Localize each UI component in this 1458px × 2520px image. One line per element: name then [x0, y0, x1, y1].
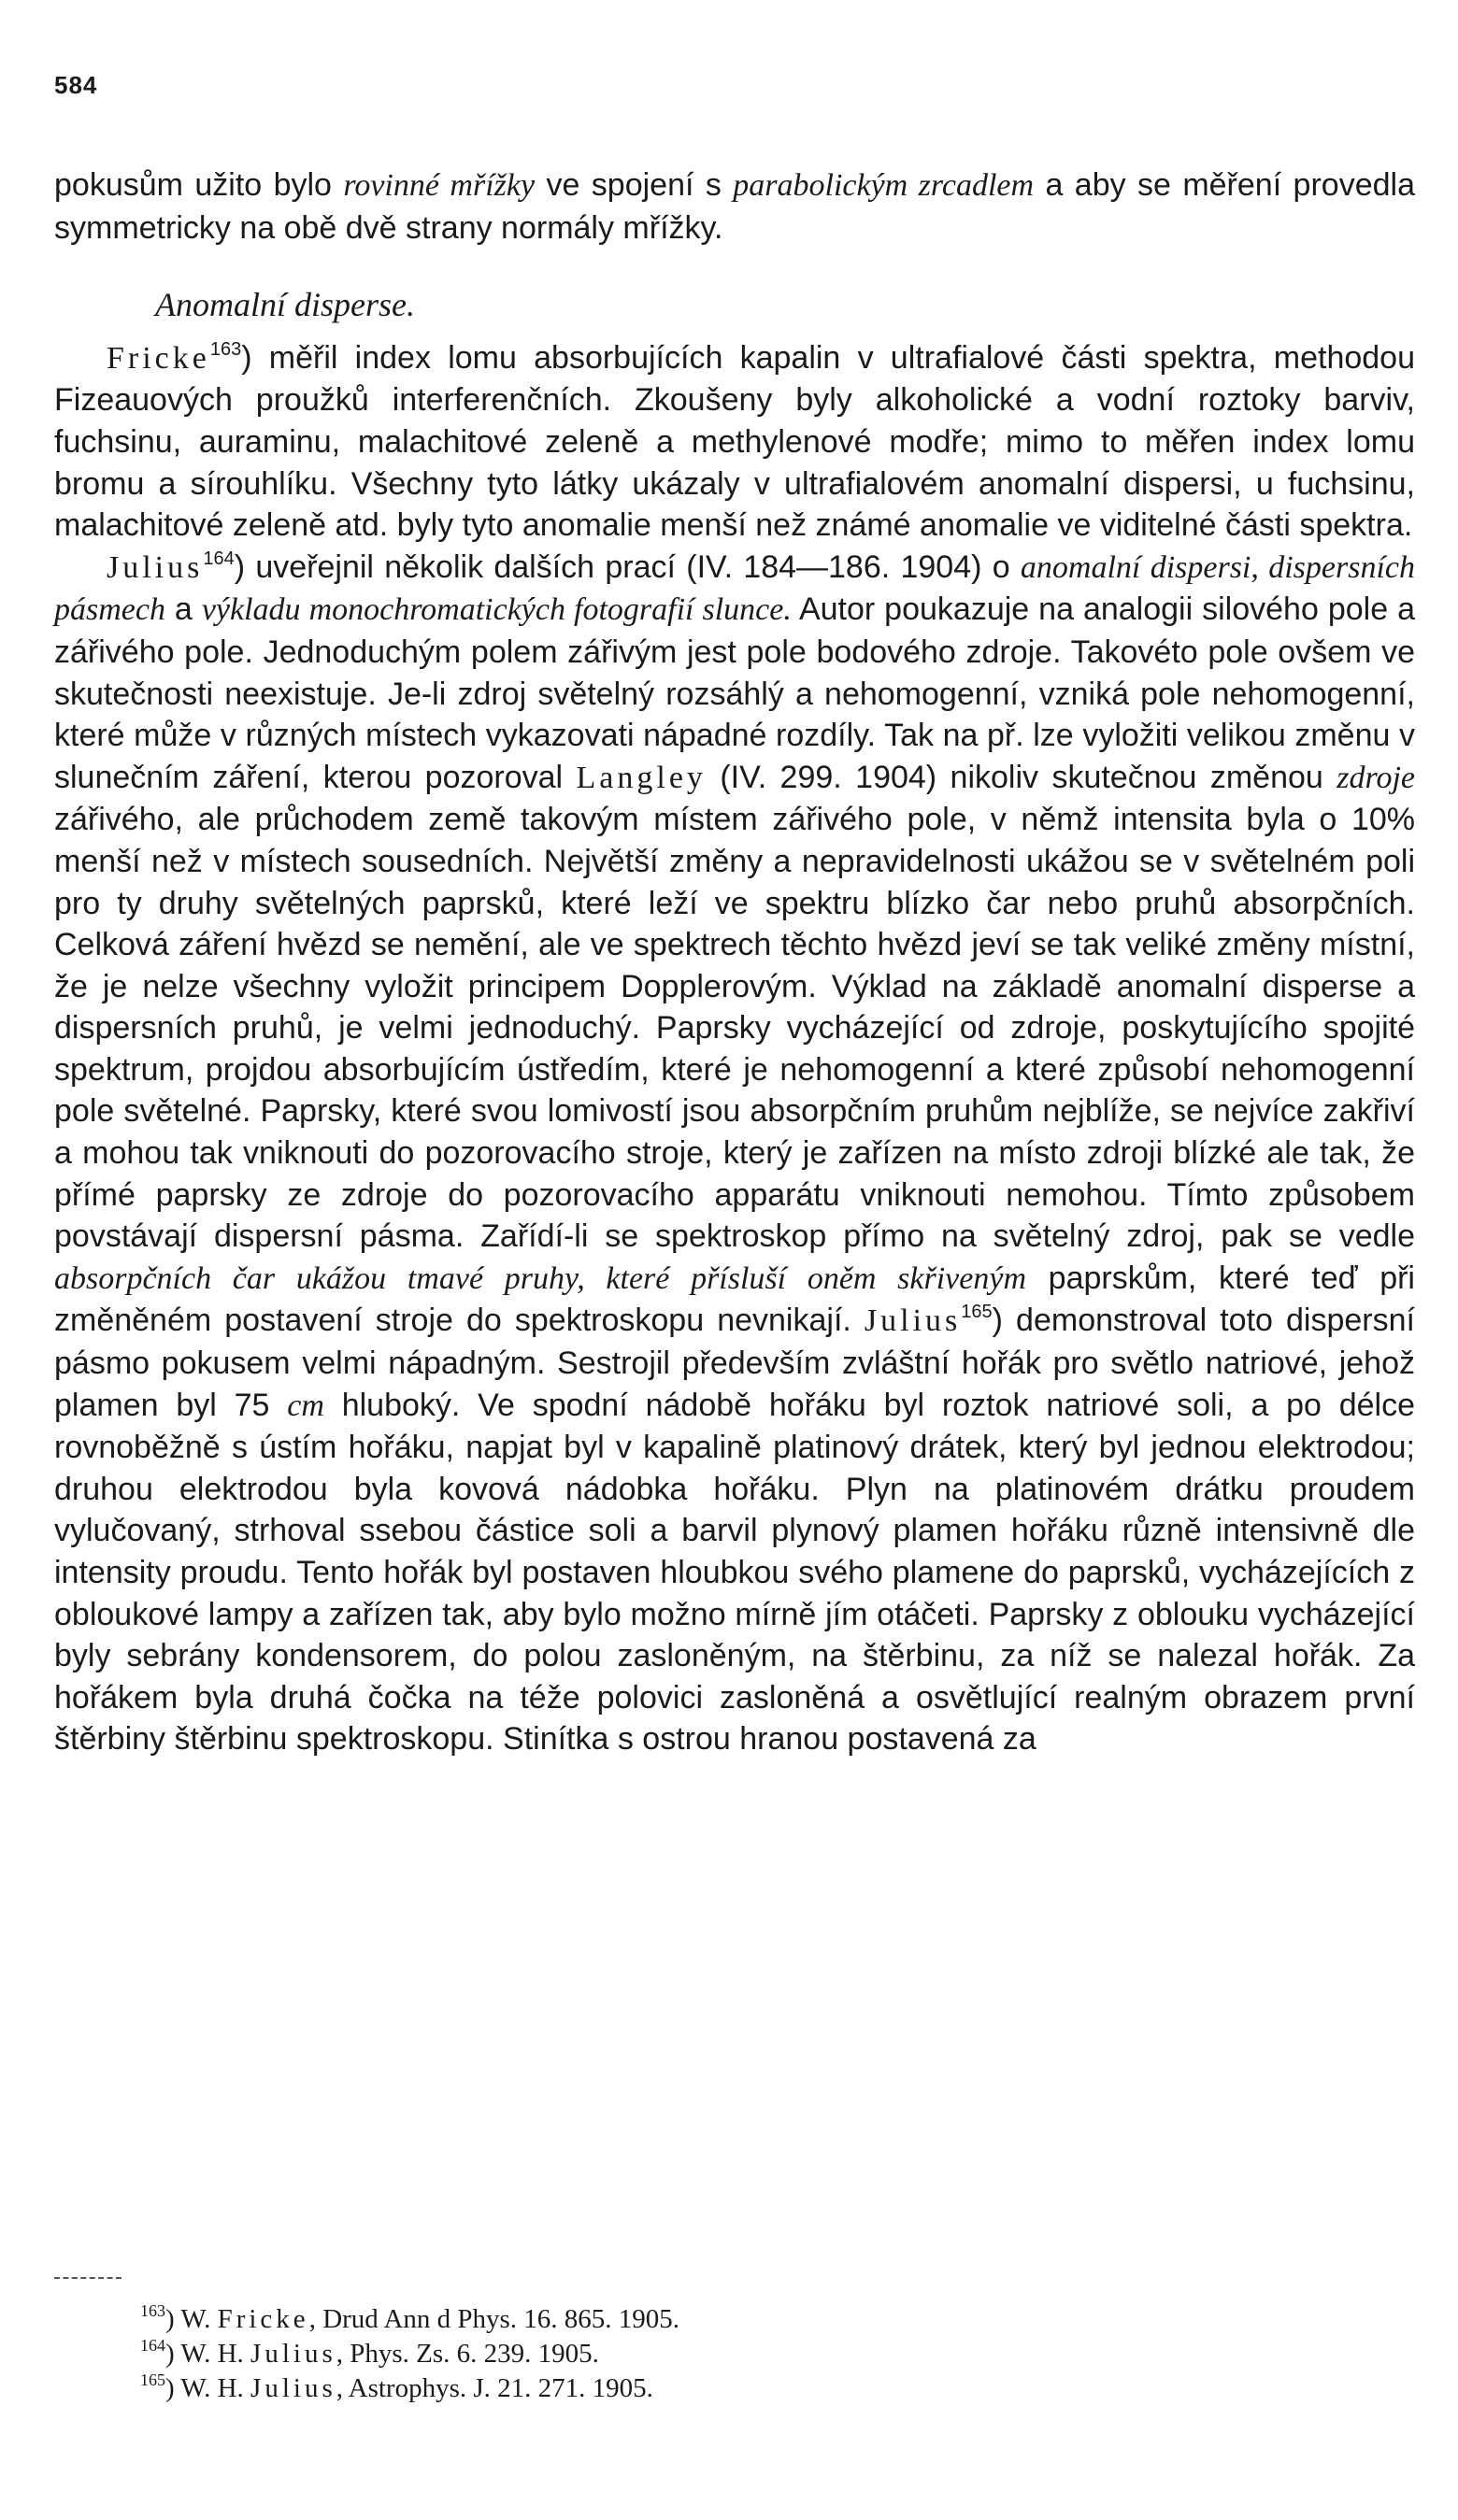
footnotes [140, 2302, 1262, 2406]
author-name: Langley [576, 760, 707, 795]
footnote-text: ) W. [165, 2304, 218, 2334]
paragraph-text: ) demonstroval toto dispersní pásmo pokusem velmi nápadným. Sestrojil především zvláštní hořák pro světlo natriové, jehož plamen byl 75 [54, 1303, 1415, 1423]
footnote-author: Julius [250, 2339, 336, 2369]
paragraph-julius [54, 547, 1415, 1760]
footnote-author: Julius [250, 2373, 336, 2403]
body-text [54, 164, 1415, 1760]
section-title: Anomalní disperse. [155, 286, 415, 324]
footnote-164 [140, 2337, 1262, 2371]
paragraph-text: zářivého, ale průchodem země takovým místem zářivého pole, v němž intensita byla o 10% menší než v místech sousedních. Největší změny a nepravidelnosti ukážou se v světelném poli pro ty druhy světelných paprsků, které leží ve spektru blízko čar nebo pruhů absorpčních. Celková záření hvězd se nemění, ale ve spektrech těchto hvězd jeví se tak veliké změny místní, že je nelze všechny vyložit principem Dopplerovým. Výklad na základě anomalní disperse a dispersních pruhů, je velmi jednoduchý. Paprsky vycházející od zdroje, poskytujícího spojité spektrum, projdou absorbujícím ústředím, které je nehomogenní a které způsobí nehomogenní pole světelné. Paprsky, které svou lomivostí jsou absorpčním pruhům nejblíže, se nejvíce zakřiví a mohou tak vniknouti do pozorovacího stroje, který je zařízen na místo zdroji blízké ale tak, že přímé paprsky ze zdroje do pozorovacího apparátu vniknouti nemohou. Tímto způsobem povstávají dispersní pásma. Zařídí-li se spektroskop přímo na světelný zdroj, pak se vedle [54, 802, 1415, 1255]
paragraph-text: ) měřil index lomu absorbujících kapalin v ultrafialové části spektra, methodou Fizeauových proužků interferenčních. Zkoušeny byly alkoholické a vodní roztoky barviv, fuchsinu, auraminu, malachitové zeleně a methylenové modře; mimo to měřen index lomu bromu a sírouhlíku. Všechny tyto látky ukázaly v ultrafialovém anomalní dispersi, u fuchsinu, malachitové zeleně atd. byly tyto anomalie menší než známé anomalie ve viditelné části spektra. [54, 339, 1415, 544]
intro-paragraph [54, 164, 1415, 249]
footnote-author: Fricke [217, 2304, 309, 2334]
footnote-divider [54, 2277, 122, 2279]
paragraph-text: Autor poukazuje na analogii silového pole a zářivého pole. Jednoduchým polem zářivým jest pole bodového zdroje. Takovéto pole ovšem ve skutečnosti neexistuje. Je-li zdroj světelný rozsáhlý a nehomogenní, vzniká pole nehomogenní, které může v různých místech vykazovati nápadné rozdíly. Tak na př. lze vyložiti velikou změnu v slunečním záření, kterou pozoroval [54, 591, 1415, 795]
footnote-text: , Phys. Zs. 6. 239. 1905. [336, 2339, 599, 2369]
paragraph-fricke [54, 337, 1415, 547]
intro-italic-2: parabolickým zrcadlem [733, 168, 1035, 203]
footnote-text: ) W. H. [165, 2373, 251, 2403]
author-name: Fricke [107, 340, 210, 376]
paragraph-text: hluboký. Ve spodní nádobě hořáku byl roztok natriové soli, a po délce rovnoběžně s ústím hořáku, napjat byl v kapalině platinový drátek, který byl jednou elektrodou; druhou elektrodou byla kovová nádobka hořáku. Plyn na platinovém drátku proudem vylučovaný, strhoval ssebou částice soli a barvil plynový plamen hořáku různě intensivně dle intensity proudu. Tento hořák byl postaven hloubkou svého plamene do paprsků, vycházejících z obloukové lampy a zařízen tak, aby bylo možno mírně jím otáčeti. Paprsky z oblouku vycházející byly sebrány kondensorem, do polou zasloněným, na štěrbinu, za níž se nalezal hořák. Za hořákem byla druhá čočka na téže polovici zasloněná a osvětlující realným obrazem první štěrbiny štěrbinu spektroskopu. Stinítka s ostrou hranou postavená za [54, 1387, 1415, 1758]
footnote-165 [140, 2371, 1262, 2406]
footnote-number: 165 [140, 2371, 165, 2389]
author-name: Julius [864, 1303, 962, 1339]
footnote-ref: 165 [961, 1302, 993, 1323]
italic-text: absorpčních čar ukážou tmavé pruhy, které přísluší oněm skřiveným [54, 1260, 1026, 1296]
intro-italic-1: rovinné mřížky [343, 168, 536, 203]
footnote-number: 164 [140, 2336, 165, 2355]
page-number: 584 [54, 71, 98, 99]
footnote-text: ) W. H. [165, 2339, 251, 2369]
footnote-163 [140, 2302, 1262, 2337]
footnote-ref: 163 [209, 338, 242, 360]
footnote-ref: 164 [203, 548, 235, 569]
paragraph-text: ) uveřejnil několik dalších prací (IV. 184—186. 1904) o [234, 548, 1021, 585]
italic-text: anomalní dispersi, dispersních pásmech [54, 549, 1415, 628]
unit-text: cm [287, 1388, 324, 1423]
paragraph-text: a [164, 591, 202, 628]
intro-text-3: a aby se měření provedla symmetricky na obě dvě strany normály mřížky. [54, 167, 1415, 246]
paragraph-text: (IV. 299. 1904) nikoliv skutečnou změnou [706, 759, 1337, 795]
author-name: Julius [107, 549, 204, 585]
footnote-text: , Astrophys. J. 21. 271. 1905. [336, 2373, 653, 2403]
italic-text: zdroje [1336, 760, 1415, 795]
paragraph-text: paprskům, které teď při změněném postavení stroje do spektroskopu nevnikají. [54, 1260, 1415, 1339]
italic-text: výkladu monochromatických fotografií slunce. [201, 592, 792, 628]
footnote-number: 163 [140, 2301, 165, 2320]
intro-text-1: pokusům užito bylo [54, 167, 344, 203]
intro-text-2: ve spojení s [535, 167, 734, 203]
footnote-text: , Drud Ann d Phys. 16. 865. 1905. [308, 2304, 680, 2334]
